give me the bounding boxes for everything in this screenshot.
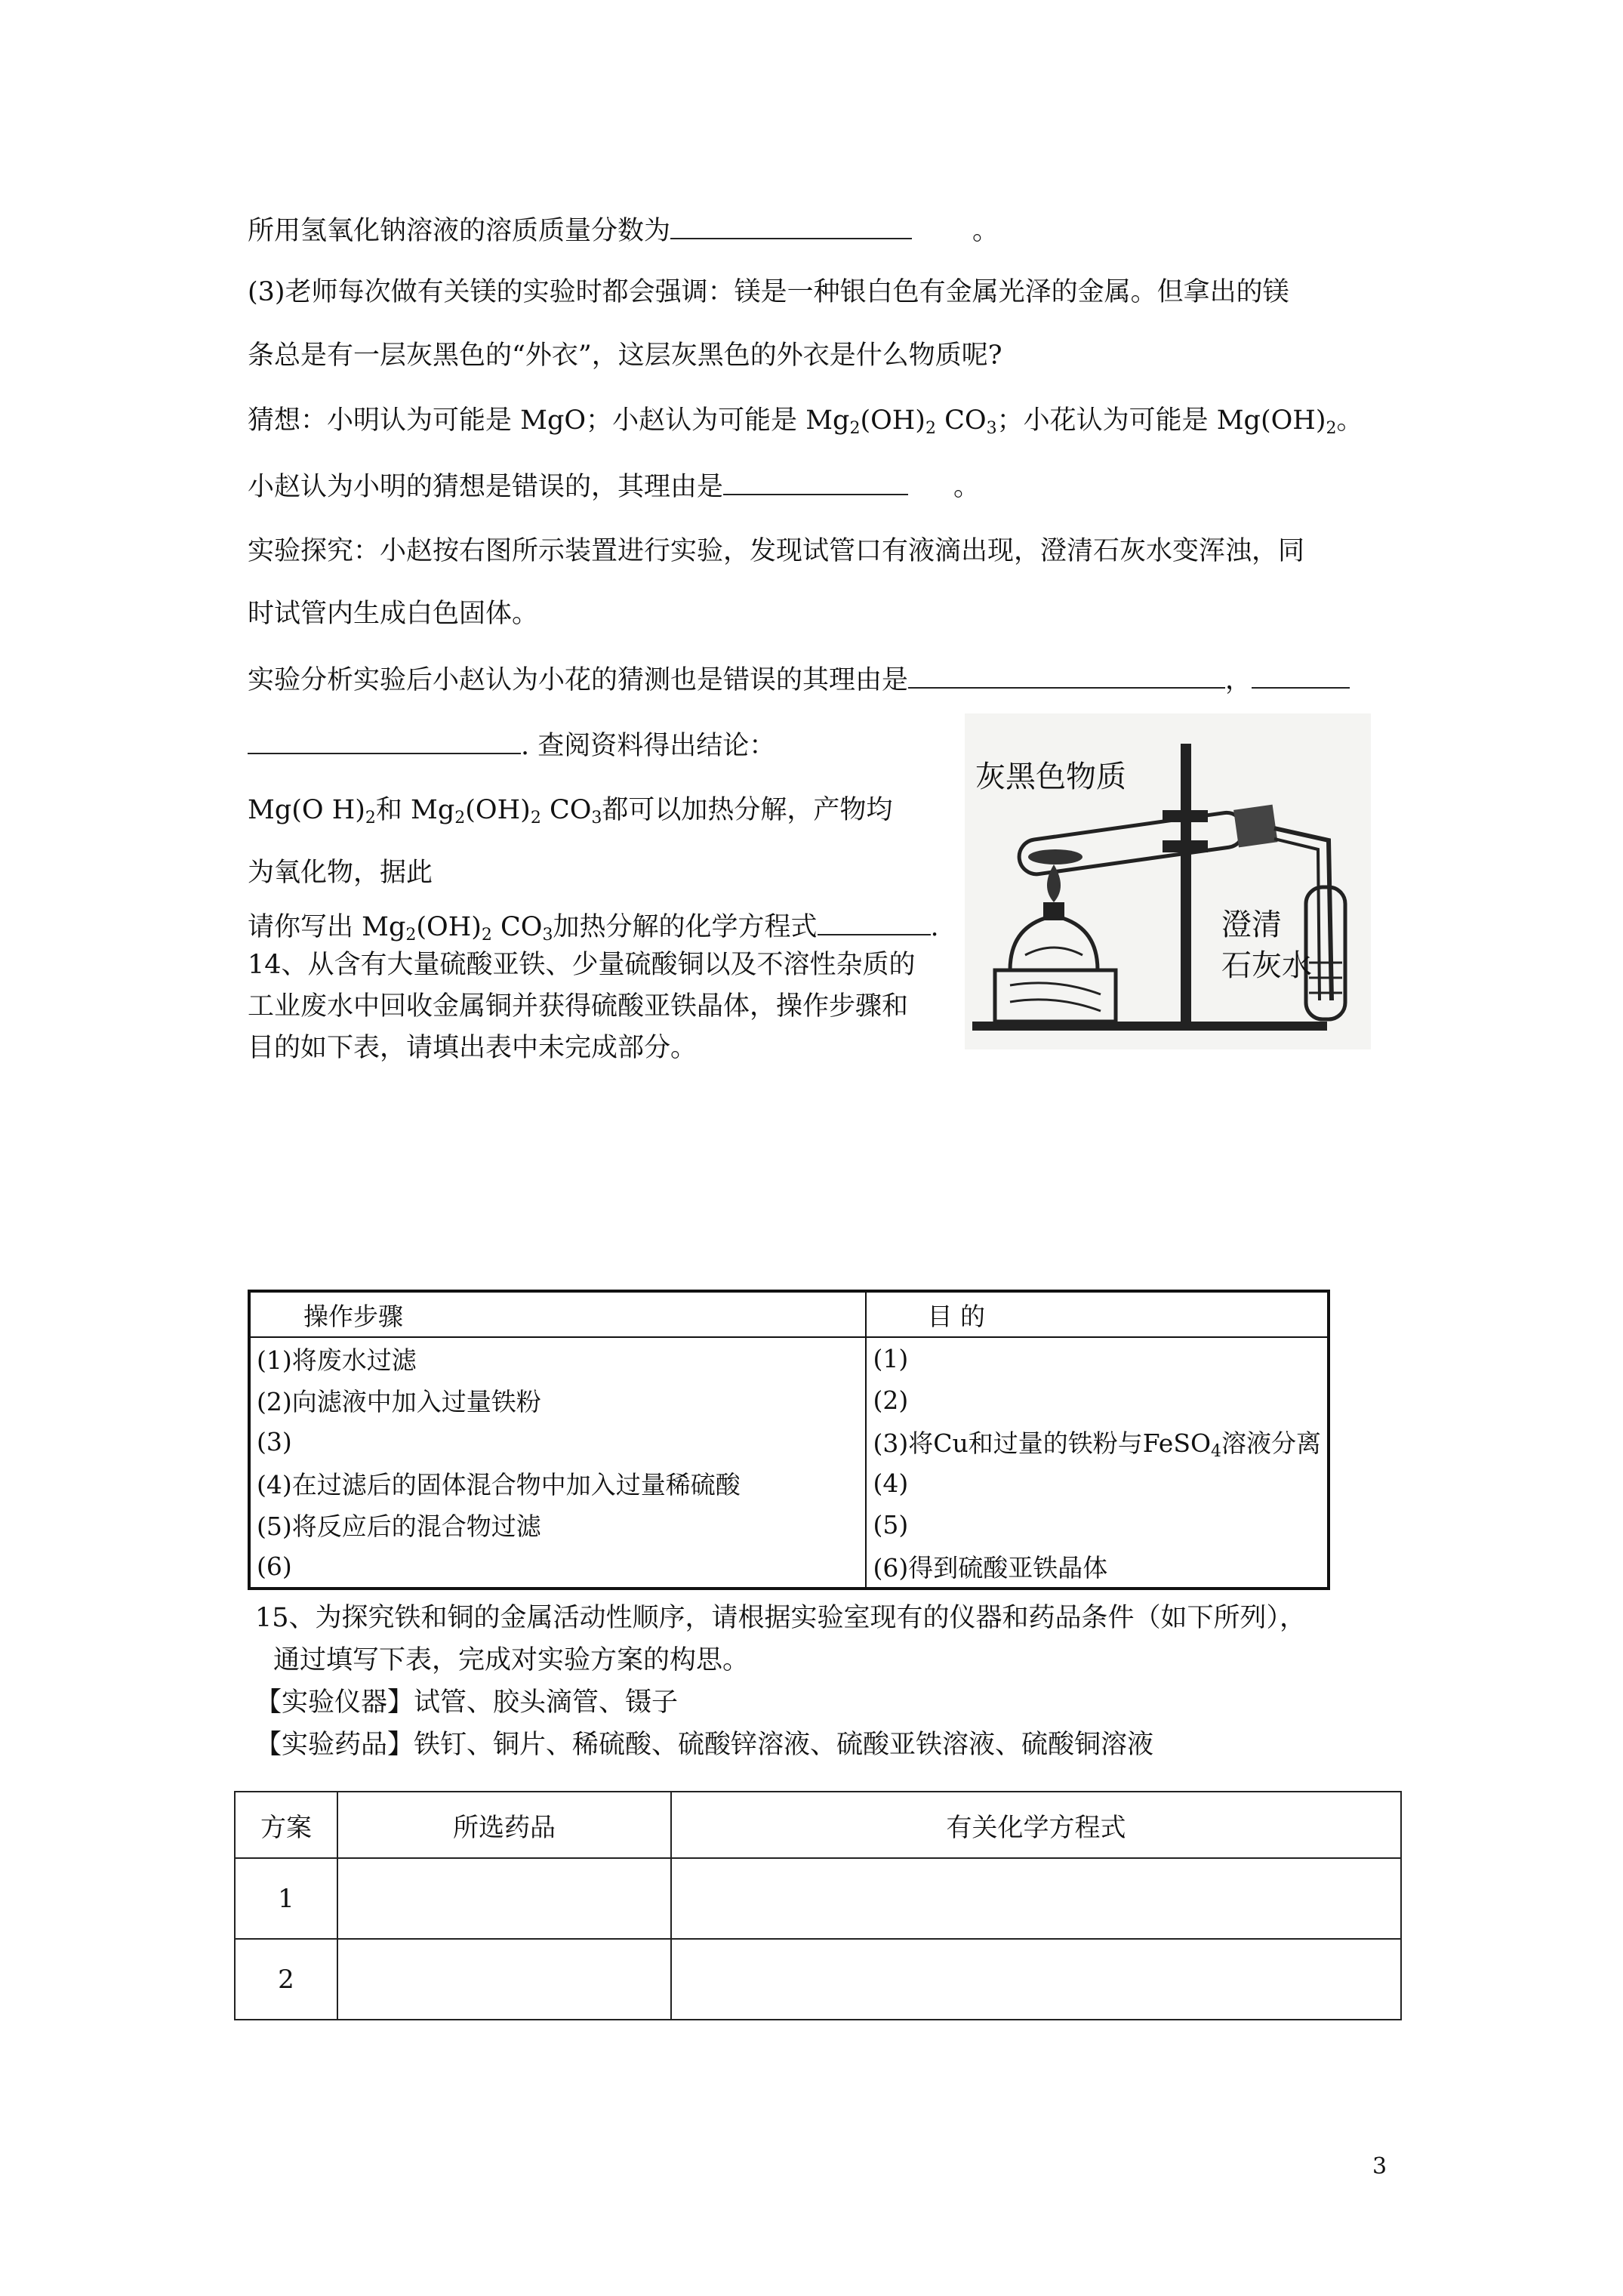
header-plan: 方案 [235, 1792, 337, 1858]
q13-line-9 [248, 729, 775, 763]
answer-blank[interactable] [818, 911, 931, 935]
q15-line-1: 15、为探究铁和铜的金属活动性顺序，请根据实验室现有的仪器和药品条件（如下所列）， [255, 1603, 1307, 1633]
text: (3)将Cu和过量的铁粉与FeSO [873, 1428, 1211, 1458]
text: ， [1225, 665, 1252, 695]
q13-line-10 [248, 793, 892, 827]
purpose-cell[interactable]: (5) [866, 1504, 1329, 1546]
text: 请你写出 Mg [248, 912, 406, 942]
text: 溶液分离 [1221, 1428, 1321, 1458]
equations-cell[interactable] [671, 1939, 1401, 2020]
text: 加热分解的化学方程式 [553, 912, 818, 942]
table-row [249, 1421, 1329, 1462]
q13-line-3: 条总是有一层灰黑色的“外衣”，这层灰黑色的外衣是什么物质呢? [248, 341, 1002, 371]
q14-line-2: 工业废水中回收金属铜并获得硫酸亚铁晶体，操作步骤和 [248, 991, 909, 1022]
subscript: 2 [405, 926, 417, 945]
subscript: 2 [1326, 419, 1337, 438]
purpose-cell [866, 1421, 1329, 1462]
table-row [235, 1858, 1401, 1939]
plan-number: 2 [235, 1939, 337, 2020]
text: . 查阅资料得出结论： [521, 731, 776, 761]
table-row [249, 1462, 1329, 1504]
text: CO [540, 795, 592, 825]
purpose-cell[interactable]: (4) [866, 1462, 1329, 1504]
q13-line-12 [248, 910, 939, 945]
text: (OH) [416, 912, 482, 942]
purpose-cell[interactable]: (2) [866, 1379, 1329, 1421]
subscript: 2 [925, 419, 936, 438]
q13-line-11: 为氧化物，据此 [248, 858, 433, 888]
text: 小赵认为小明的猜想是错误的，其理由是 [248, 472, 724, 502]
q13-line-1-text: 所用氢氧化钠溶液的溶质质量分数为 [248, 216, 671, 246]
q13-line-5 [248, 470, 980, 504]
table-row [249, 1504, 1329, 1546]
text: . [930, 912, 939, 942]
subscript: 2 [365, 809, 376, 827]
q13-line-1 [248, 214, 999, 248]
header-reagents: 所选药品 [337, 1792, 671, 1858]
subscript: 2 [530, 809, 541, 827]
text: 。 [1336, 405, 1363, 436]
text: CO [491, 912, 543, 942]
step-cell[interactable]: (3) [249, 1421, 866, 1462]
q13-line-4 [248, 403, 1363, 438]
q13-line-7: 时试管内生成白色固体。 [248, 599, 539, 629]
subscript: 3 [542, 926, 553, 945]
header-purpose [866, 1291, 1329, 1337]
experiment-plan-table [234, 1791, 1402, 2020]
reagents-cell[interactable] [337, 1858, 671, 1939]
q15-line-4: 【实验药品】铁钉、铜片、稀硫酸、硫酸锌溶液、硫酸亚铁溶液、硫酸铜溶液 [255, 1730, 1154, 1760]
q13-line-8 [248, 663, 1350, 698]
q15-line-2: 通过填写下表，完成对实验方案的构思。 [273, 1645, 750, 1675]
plan-number: 1 [235, 1858, 337, 1939]
table-row [249, 1379, 1329, 1421]
apparatus-figure [965, 713, 1371, 1049]
table-row [249, 1337, 1329, 1379]
subscript: 3 [986, 419, 997, 438]
text: 猜想：小明认为可能是 MgO；小赵认为可能是 Mg [248, 405, 850, 436]
step-cell: (2)向滤液中加入过量铁粉 [249, 1379, 866, 1421]
subscript: 2 [481, 926, 492, 945]
answer-blank[interactable] [670, 215, 912, 239]
q14-line-3: 目的如下表，请填出表中未完成部分。 [248, 1033, 698, 1063]
header-equations: 有关化学方程式 [671, 1792, 1401, 1858]
q13-line-2: (3)老师每次做有关镁的实验时都会强调：镁是一种银白色有金属光泽的金属。但拿出的镁 [248, 277, 1289, 307]
page-number: 3 [1372, 2153, 1387, 2180]
reagents-cell[interactable] [337, 1939, 671, 2020]
label-gray-black-solid: 灰黑色物质 [975, 760, 1126, 794]
text: (OH) [465, 795, 531, 825]
answer-blank[interactable] [908, 664, 1225, 689]
steps-purpose-table [248, 1290, 1330, 1590]
answer-blank[interactable] [1252, 664, 1350, 689]
step-cell: (4)在过滤后的固体混合物中加入过量稀硫酸 [249, 1462, 866, 1504]
text: ；小花认为可能是 Mg(OH) [996, 405, 1326, 436]
purpose-cell: (6)得到硫酸亚铁晶体 [866, 1546, 1329, 1589]
equations-cell[interactable] [671, 1858, 1401, 1939]
answer-blank[interactable] [248, 730, 521, 754]
header-purpose-label: 目 的 [927, 1301, 985, 1331]
header-steps-label: 操作步骤 [303, 1301, 403, 1331]
subscript: 4 [1211, 1442, 1221, 1461]
subscript: 3 [591, 809, 602, 827]
text: Mg(O H) [248, 795, 365, 825]
table-header-row [249, 1291, 1329, 1337]
table-row [249, 1546, 1329, 1589]
q13-line-1-end: 。 [972, 216, 999, 246]
text: 都可以加热分解，产物均 [602, 795, 893, 825]
label-lime-water-2: 石灰水 [1221, 948, 1312, 983]
subscript: 2 [454, 809, 466, 827]
text: 。 [953, 472, 981, 502]
text: CO [935, 405, 987, 436]
q15-line-3: 【实验仪器】试管、胶头滴管、镊子 [255, 1687, 679, 1718]
text: 实验分析实验后小赵认为小花的猜测也是错误的其理由是 [248, 665, 909, 695]
text: (OH) [860, 405, 925, 436]
step-cell: (5)将反应后的混合物过滤 [249, 1504, 866, 1546]
step-cell[interactable]: (6) [249, 1546, 866, 1589]
header-steps [249, 1291, 866, 1337]
step-cell: (1)将废水过滤 [249, 1337, 866, 1379]
table-header-row [235, 1792, 1401, 1858]
text: 和 Mg [375, 795, 455, 825]
table-row [235, 1939, 1401, 2020]
label-lime-water-1: 澄清 [1221, 908, 1282, 942]
purpose-cell[interactable]: (1) [866, 1337, 1329, 1379]
subscript: 2 [849, 419, 861, 438]
q13-line-6: 实验探究：小赵按右图所示装置进行实验，发现试管口有液滴出现，澄清石灰水变浑浊，同 [248, 536, 1305, 566]
q14-line-1: 14、从含有大量硫酸亚铁、少量硫酸铜以及不溶性杂质的 [248, 950, 916, 980]
answer-blank[interactable] [723, 471, 908, 495]
